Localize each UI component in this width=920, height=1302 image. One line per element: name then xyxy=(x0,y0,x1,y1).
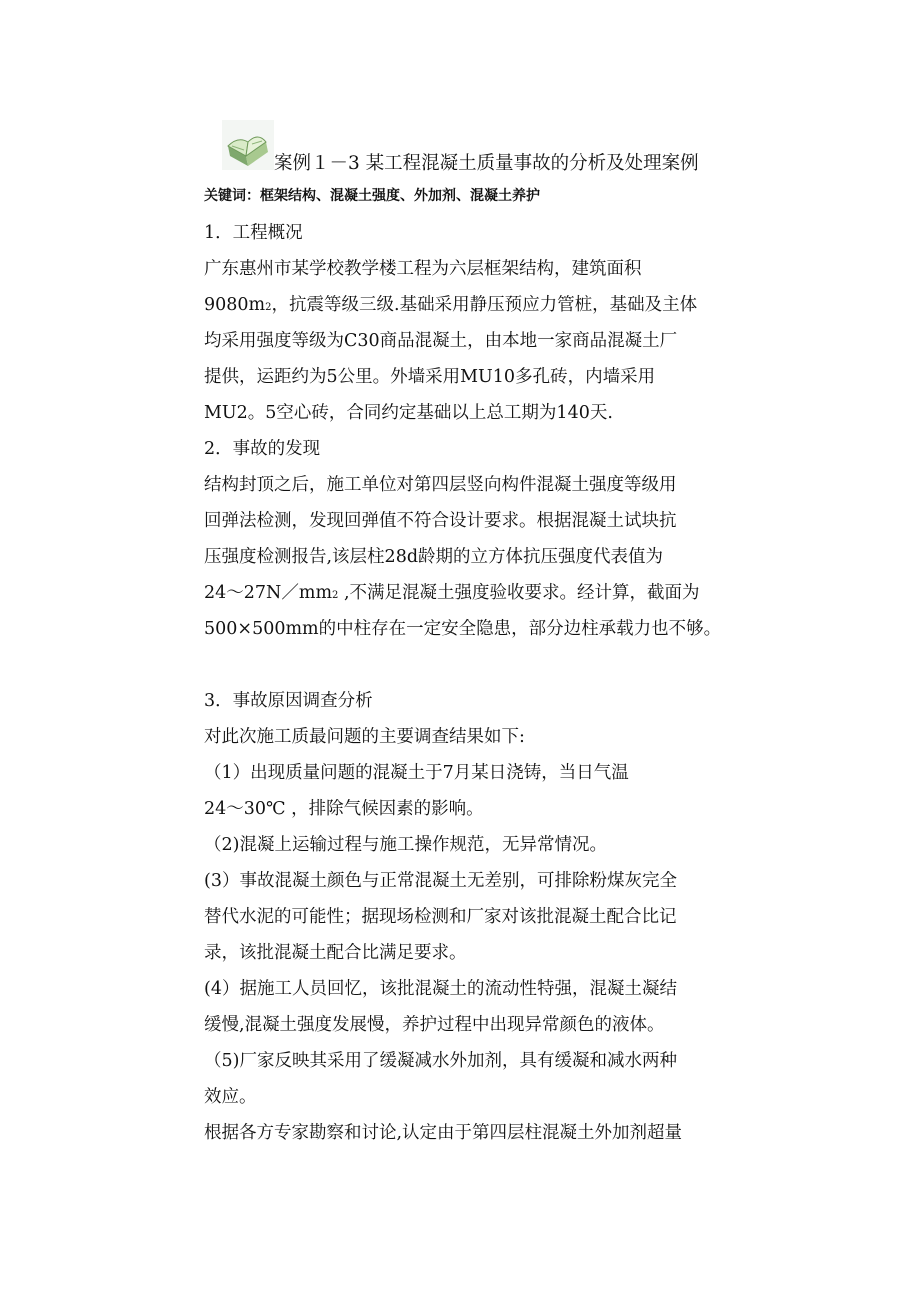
list-item-5-cont: 效应。 xyxy=(204,1087,257,1107)
paragraph-text: ,不满足混凝土强度验收要求。经计算，截面为 xyxy=(338,583,700,603)
paragraph-line: 回弹法检测，发现回弹值不符合设计要求。根据混凝土试块抗 xyxy=(204,511,677,531)
open-book-icon xyxy=(222,120,274,170)
strength-value: 24～27N／mm xyxy=(204,583,333,603)
list-item-5: （5)厂家反映其采用了缓凝减水外加剂，具有缓凝和减水两种 xyxy=(204,1051,677,1071)
list-item-3-cont: 录，该批混凝土配合比满足要求。 xyxy=(204,943,467,963)
area-unit-exponent: 2 xyxy=(265,302,272,313)
keywords-line: 关键词：框架结构、混凝土强度、外加剂、混凝土养护 xyxy=(204,188,540,204)
paragraph-line: 均采用强度等级为C30商品混凝土，由本地一家商品混凝土厂 xyxy=(204,331,678,351)
paragraph-line: 结构封顶之后，施工单位对第四层竖向构件混凝土强度等级用 xyxy=(204,475,677,495)
case-title: 案例１－3 某工程混凝土质量事故的分析及处理案例 xyxy=(274,153,699,174)
area-value: 9080m xyxy=(204,295,266,315)
section-heading-overview: 1．工程概况 xyxy=(204,223,303,243)
list-item-3-cont: 替代水泥的可能性；据现场检测和厂家对该批混凝土配合比记 xyxy=(204,907,677,927)
paragraph-line xyxy=(204,293,697,320)
list-item-2: （2)混凝上运输过程与施工操作规范，无异常情况。 xyxy=(204,835,607,855)
section-heading-discovery: 2．事故的发现 xyxy=(204,439,321,459)
paragraph-line: 500×500mm的中柱存在一定安全隐患，部分边柱承载力也不够。 xyxy=(204,619,722,639)
list-item-4-cont: 缓慢,混凝土强度发展慢，养护过程中出现异常颜色的液体。 xyxy=(204,1015,665,1035)
paragraph-text: ，抗震等级三级.基础采用静压预应力管桩，基础及主体 xyxy=(271,295,698,315)
paragraph-line xyxy=(204,581,700,608)
paragraph-line: 根据各方专家勘察和讨论,认定由于第四层柱混凝土外加剂超量 xyxy=(204,1123,683,1143)
paragraph-line: 压强度检测报告,该层柱28d龄期的立方体抗压强度代表值为 xyxy=(204,547,664,567)
list-item-1: （1）出现质量问题的混凝土于7月某日浇铸，当日气温 xyxy=(204,763,629,783)
section-heading-cause: 3．事故原因调查分析 xyxy=(204,691,373,711)
paragraph-line: 广东惠州市某学校教学楼工程为六层框架结构，建筑面积 xyxy=(204,259,642,279)
strength-unit-exponent: 2 xyxy=(332,590,339,601)
list-item-1-cont: 24～30℃ ，排除气候因素的影响。 xyxy=(204,799,484,819)
list-item-3: (3）事故混凝土颜色与正常混凝土无差别，可排除粉煤灰完全 xyxy=(204,871,677,891)
paragraph-line: 提供，运距约为5公里。外墙采用MU10多孔砖，内墙采用 xyxy=(204,367,656,387)
paragraph-line: MU2。5空心砖，合同约定基础以上总工期为140天. xyxy=(204,403,613,423)
paragraph-line: 对此次施工质最问题的主要调查结果如下: xyxy=(204,727,525,747)
list-item-4: (4）据施工人员回忆，该批混凝土的流动性特强，混凝土凝结 xyxy=(204,979,677,999)
